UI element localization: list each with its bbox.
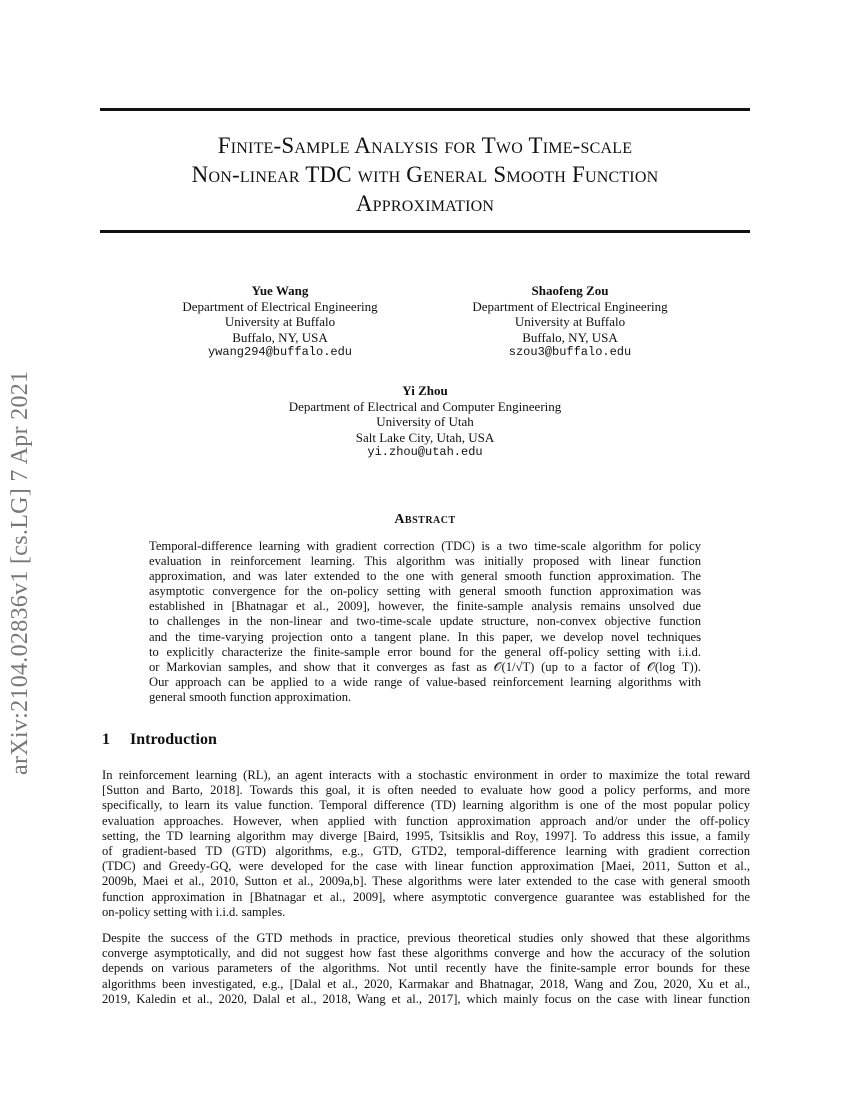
paragraph-line: setting, the TD learning algorithm may diverge [Baird, 1995, Tsitsiklis and Roy, 1997]. To address this issue, a family [102, 828, 750, 843]
paragraph-line: [Sutton and Barto, 2018]. Towards this goal, it is often needed to evaluate how good a policy performs, and more [102, 783, 750, 798]
author-department: Department of Electrical Engineering [472, 298, 668, 314]
author-block [160, 283, 400, 361]
paragraph-line: of gradient-based TD (GTD) algorithms, e.g., GTD, GTD2, temporal-difference learning with gradient correction [102, 844, 750, 859]
abstract-line: and the time-varying projection onto a tangent plane. In this paper, we develop novel techniques [149, 629, 701, 644]
paper-title [100, 131, 750, 218]
abstract-line: Our approach can be applied to a wide range of value-based reinforcement learning algorithms with [149, 674, 701, 689]
author-email[interactable]: yi.zhou@utah.edu [367, 445, 483, 459]
author-name: Yi Zhou [402, 383, 448, 398]
title-line: Approximation [355, 191, 495, 216]
author-city: Salt Lake City, Utah, USA [355, 429, 495, 445]
paragraph-line: on-policy setting with i.i.d. samples. [102, 904, 286, 919]
author-block [450, 283, 690, 361]
abstract-line: evaluation in reinforcement learning. This algorithm was initially proposed with linear function [149, 554, 701, 569]
author-name: Yue Wang [251, 283, 309, 298]
paragraph-line: algorithms been investigated, e.g., [Dalal et al., 2020, Karmakar and Bhatnagar, 2018, Wang and Zou, 2020, Xu et al., [102, 976, 750, 991]
author-university: University at Buffalo [514, 314, 626, 329]
abstract-line: general smooth function approximation. [149, 689, 352, 704]
section-number: 1 [102, 731, 110, 748]
abstract-line: Temporal-difference learning with gradient correction (TDC) is a two time-scale algorithm for policy [149, 539, 701, 553]
abstract-line: to explicitly characterize the finite-sample error bound for the general off-policy setting with i.i.d. [149, 644, 701, 659]
title-line: Non-linear TDC with General Smooth Function [191, 162, 659, 187]
abstract-line: or Markovian samples, and show that it converges as fast as 𝒪(1/√T) (up to a factor of 𝒪(log T)). [149, 659, 701, 674]
title-top-rule [100, 108, 750, 111]
abstract-line: approximation, and was later extended to the one with general smooth function approximation. The [149, 569, 701, 584]
paragraph-line: In reinforcement learning (RL), an agent interacts with a stochastic environment in order to maximize the total reward [102, 768, 750, 782]
paragraph-line: 2019, Kaledin et al., 2020, Dalal et al., 2018, Wang et al., 2017], which mainly focus on the case with linear function [102, 991, 750, 1006]
paragraph-line: converge asymptotically, and did not suggest how fast these algorithms converge and how the accuracy of the solution [102, 946, 750, 961]
title-line: Finite-Sample Analysis for Two Time-scale [217, 133, 633, 158]
paragraph-line: depends on various parameters of the algorithms. Not until recently have the finite-sample error bounds for these [102, 961, 750, 976]
paragraph [102, 768, 750, 920]
paragraph-line: specifically, to learn its value function. Temporal difference (TD) learning algorithm is one of the most popular policy [102, 798, 750, 813]
paragraph [102, 931, 750, 1007]
author-department: Department of Electrical and Computer Engineering [288, 398, 562, 414]
paragraph-line: Despite the success of the GTD methods in practice, previous theoretical studies only showed that these algorithms [102, 931, 750, 945]
abstract-body [149, 539, 701, 705]
paragraph-line: (TDC) and Greedy-GQ, were developed for the case with linear function approximation [Maei, 2011, Sutton et al., [102, 859, 750, 874]
author-city: Buffalo, NY, USA [522, 329, 618, 345]
paragraph-line: 2009b, Maei et al., 2010, Sutton et al., 2009a,b]. These algorithms were later extended to the case with general smooth [102, 874, 750, 889]
author-email[interactable]: szou3@buffalo.edu [508, 345, 632, 359]
paragraph-line: function approximation in [Bhatnagar et al., 2009], where asymptotic convergence guarantee was established for the [102, 889, 750, 904]
author-department: Department of Electrical Engineering [182, 298, 378, 314]
author-city: Buffalo, NY, USA [232, 329, 328, 345]
abstract-heading: Abstract [394, 512, 456, 527]
abstract-line: asymptotic convergence for the on-policy setting with general smooth function approximation was [149, 584, 701, 599]
paragraph-line: evaluation approaches. However, when applied with function approximation approach and/or under the off-policy [102, 813, 750, 828]
author-university: University at Buffalo [224, 314, 336, 329]
author-name: Shaofeng Zou [531, 283, 609, 298]
author-university: University of Utah [376, 414, 474, 429]
arxiv-stamp: arXiv:2104.02836v1 [cs.LG] 7 Apr 2021 [7, 370, 33, 775]
abstract-line: to challenges in the non-linear and two-time-scale update structure, non-convex objective function [149, 614, 701, 629]
author-email[interactable]: ywang294@buffalo.edu [207, 345, 353, 359]
author-block [250, 383, 600, 461]
section-heading [102, 731, 217, 749]
title-bottom-rule [100, 230, 750, 233]
section-title: Introduction [130, 731, 217, 748]
abstract-line: established in [Bhatnagar et al., 2009], however, the finite-sample analysis remains unsolved due [149, 599, 701, 614]
